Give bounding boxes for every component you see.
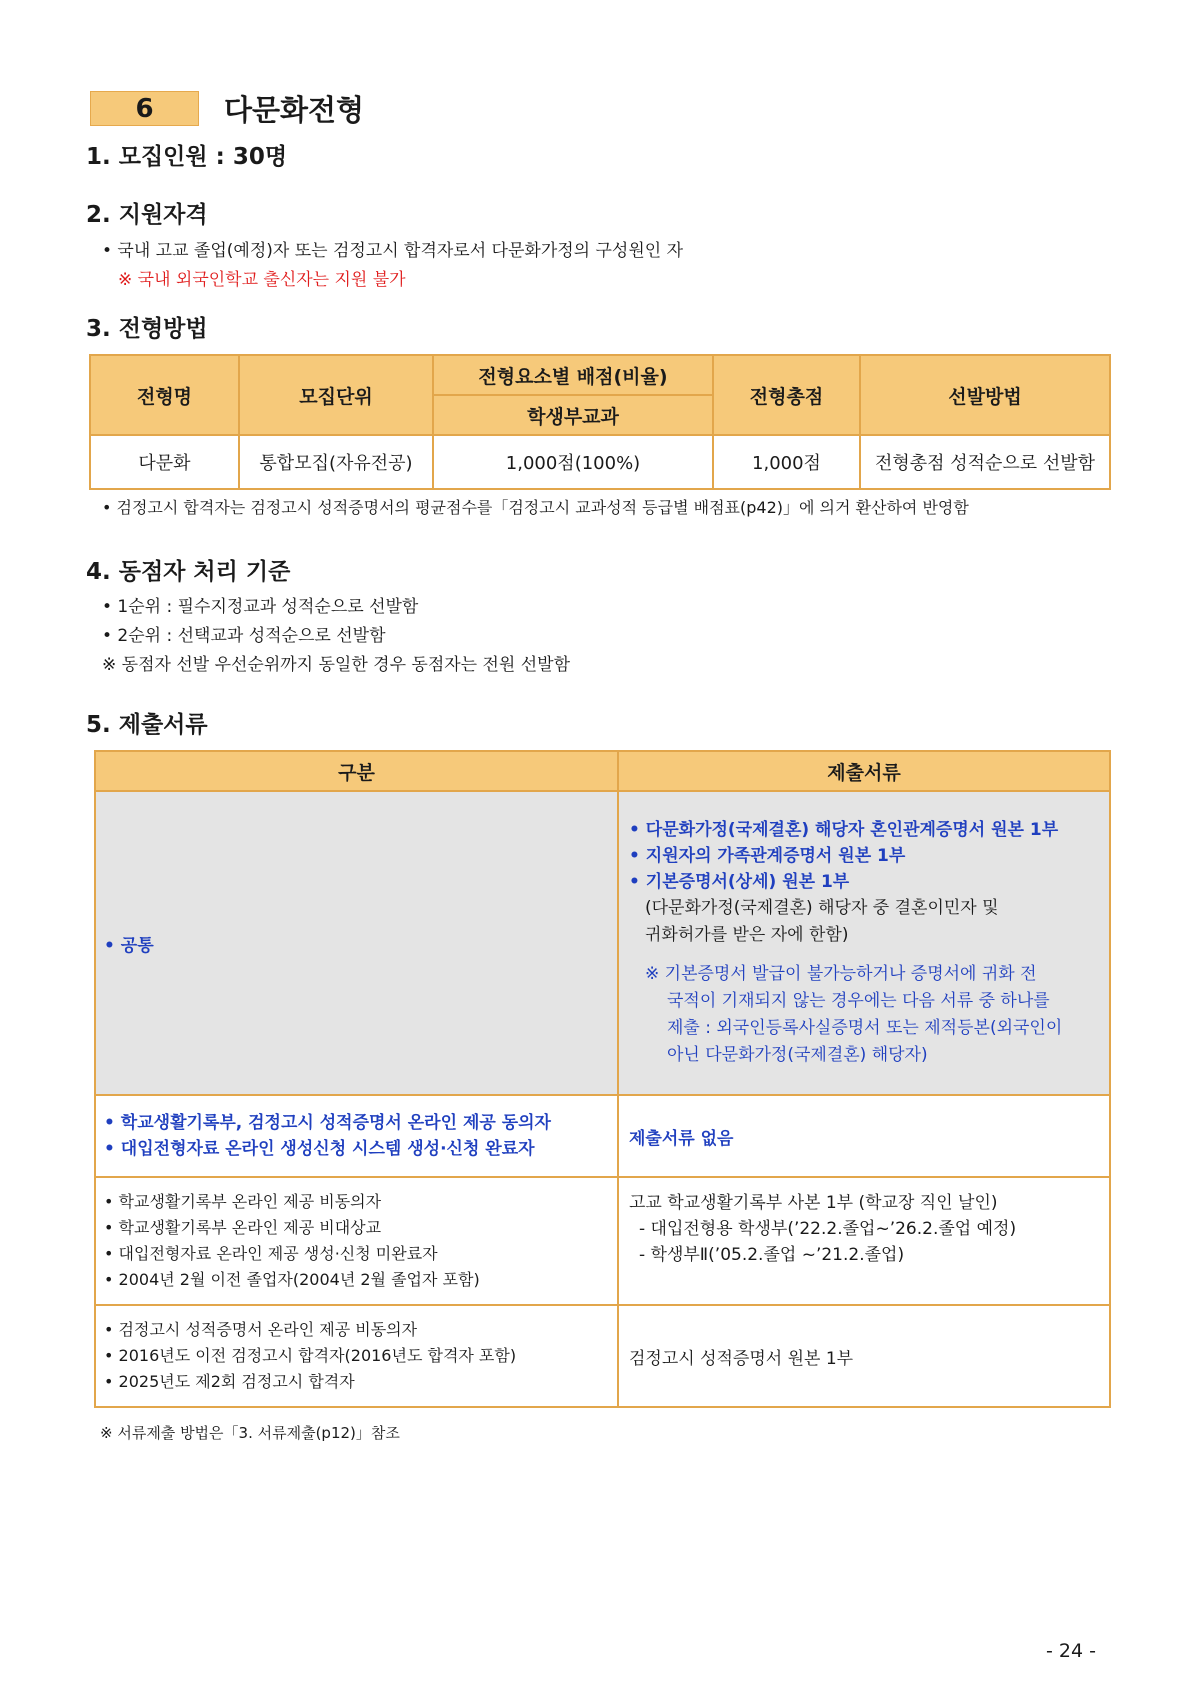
eligibility-line: • 국내 고교 졸업(예정)자 또는 검정고시 합격자로서 다문화가정의 구성원인 자 xyxy=(102,241,684,261)
row-common-docs xyxy=(618,791,1110,1095)
row-transcript-label xyxy=(95,1177,618,1305)
transcript-doc-sub-2: - 학생부Ⅱ(’05.2.졸업 ~’21.2.졸업) xyxy=(639,1245,905,1265)
row-transcript-docs xyxy=(618,1177,1110,1305)
method-table xyxy=(89,354,1111,490)
td-total: 1,000점 xyxy=(713,435,860,489)
common-label: 공통 xyxy=(120,935,154,956)
td-name: 다문화 xyxy=(90,435,239,489)
th-category: 구분 xyxy=(95,751,618,791)
transcript-doc-sub-1: - 대입전형용 학생부(’22.2.졸업~’26.2.졸업 예정) xyxy=(639,1219,1017,1239)
doc-note-3: 제출 : 외국인등록사실증명서 또는 제적등본(외국인이 xyxy=(667,1018,1063,1038)
row-ged-label xyxy=(95,1305,618,1407)
page-number: - 24 - xyxy=(1046,1640,1096,1662)
tie-heading: 4. 동점자 처리 기준 xyxy=(86,559,291,585)
transcript-item: • 학교생활기록부 온라인 제공 비대상교 xyxy=(104,1215,616,1241)
method-heading: 3. 전형방법 xyxy=(86,316,208,342)
th-documents: 제출서류 xyxy=(618,751,1110,791)
transcript-item: • 2004년 2월 이전 졸업자(2004년 2월 졸업자 포함) xyxy=(104,1267,616,1293)
online-item: • 대입전형자료 온라인 생성신청 시스템 생성·신청 완료자 xyxy=(104,1136,616,1162)
td-method: 전형총점 성적순으로 선발함 xyxy=(860,435,1110,489)
doc-note-1: ※ 기본증명서 발급이 불가능하거나 증명서에 귀화 전 xyxy=(645,964,1037,984)
ged-item: • 2025년도 제2회 검정고시 합격자 xyxy=(104,1369,616,1395)
tie-note: ※ 동점자 선발 우선순위까지 동일한 경우 동점자는 전원 선발함 xyxy=(102,655,571,675)
doc-note-4: 아닌 다문화가정(국제결혼) 해당자) xyxy=(667,1045,928,1065)
ged-item: • 2016년도 이전 검정고시 합격자(2016년도 합격자 포함) xyxy=(104,1343,616,1369)
doc-condition-1: (다문화가정(국제결혼) 해당자 중 결혼이민자 및 xyxy=(645,898,999,918)
recruit-heading: 1. 모집인원 : 30명 xyxy=(86,144,288,170)
eligibility-heading: 2. 지원자격 xyxy=(86,202,208,228)
online-docs: 제출서류 없음 xyxy=(618,1095,1110,1177)
td-score: 1,000점(100%) xyxy=(433,435,713,489)
doc-item: • 기본증명서(상세) 원본 1부 xyxy=(629,869,1101,895)
th-name: 전형명 xyxy=(90,355,239,435)
td-unit: 통합모집(자유전공) xyxy=(239,435,433,489)
online-item: • 학교생활기록부, 검정고시 성적증명서 온라인 제공 동의자 xyxy=(104,1110,616,1136)
th-sub: 학생부교과 xyxy=(433,395,713,435)
method-note: • 검정고시 합격자는 검정고시 성적증명서의 평균점수를「검정고시 교과성적 등급별 배점표(p42)」에 의거 환산하여 반영함 xyxy=(102,498,969,517)
doc-condition-2: 귀화허가를 받은 자에 한함) xyxy=(645,925,849,945)
tie-rule-2: • 2순위 : 선택교과 성적순으로 선발함 xyxy=(102,626,386,646)
doc-item: • 다문화가정(국제결혼) 해당자 혼인관계증명서 원본 1부 xyxy=(629,817,1101,843)
th-unit: 모집단위 xyxy=(239,355,433,435)
transcript-doc: 고교 학교생활기록부 사본 1부 (학교장 직인 날인) xyxy=(629,1193,998,1213)
docs-note: ※ 서류제출 방법은「3. 서류제출(p12)」참조 xyxy=(100,1424,400,1442)
th-score: 전형요소별 배점(비율) xyxy=(433,355,713,395)
th-total: 전형총점 xyxy=(713,355,860,435)
doc-item: • 지원자의 가족관계증명서 원본 1부 xyxy=(629,843,1101,869)
row-online-label xyxy=(95,1095,618,1177)
transcript-item: • 학교생활기록부 온라인 제공 비동의자 xyxy=(104,1189,616,1215)
row-common-label: • 공통 xyxy=(95,791,618,1095)
doc-note-2: 국적이 기재되지 않는 경우에는 다음 서류 중 하나를 xyxy=(667,991,1050,1011)
tie-rule-1: • 1순위 : 필수지정교과 성적순으로 선발함 xyxy=(102,597,419,617)
docs-heading: 5. 제출서류 xyxy=(86,712,208,738)
ged-docs: 검정고시 성적증명서 원본 1부 xyxy=(618,1305,1110,1407)
th-method: 선발방법 xyxy=(860,355,1110,435)
section-title: 다문화전형 xyxy=(224,93,365,127)
eligibility-note: ※ 국내 외국인학교 출신자는 지원 불가 xyxy=(118,270,406,290)
docs-table xyxy=(94,750,1111,1408)
ged-item: • 검정고시 성적증명서 온라인 제공 비동의자 xyxy=(104,1317,616,1343)
transcript-item: • 대입전형자료 온라인 제공 생성·신청 미완료자 xyxy=(104,1241,616,1267)
section-number-badge: 6 xyxy=(90,91,199,126)
